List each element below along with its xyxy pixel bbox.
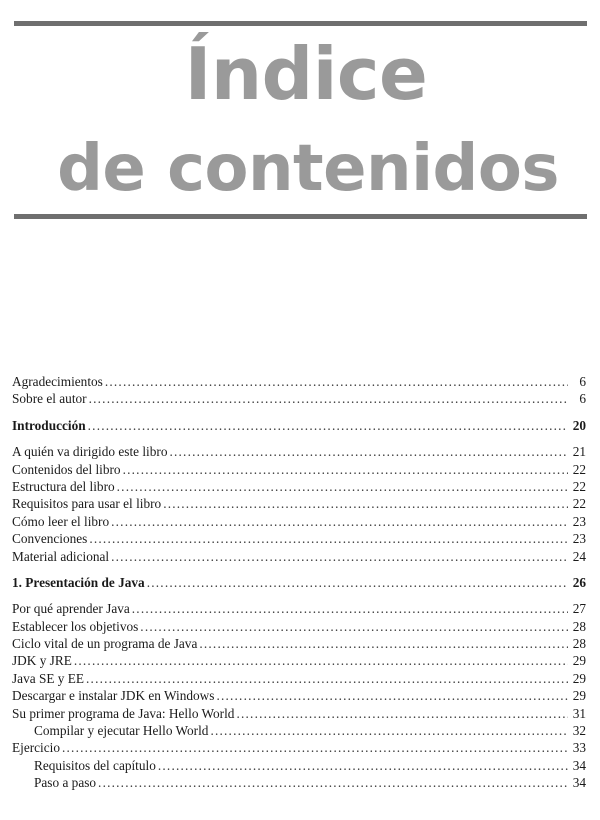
toc-entry-page-number: 24 [572, 548, 586, 564]
dot-leader [147, 574, 568, 591]
toc-entry[interactable] [12, 757, 586, 774]
toc-entry-page-number: 23 [572, 513, 586, 529]
page-title-line-1: Índice [184, 32, 428, 116]
toc-entry[interactable] [12, 739, 586, 756]
toc-entry[interactable] [12, 443, 586, 460]
toc-entry-page-number: 20 [572, 417, 586, 433]
toc-entry-page-number: 22 [572, 461, 586, 477]
bottom-rule [14, 214, 587, 219]
dot-leader [158, 757, 568, 774]
dot-leader [236, 705, 568, 722]
toc-entry-page-number: 34 [572, 775, 586, 791]
toc-entry-page-number: 29 [572, 688, 586, 704]
toc-entry-label: Introducción [12, 417, 86, 433]
dot-leader [169, 443, 568, 460]
dot-leader [111, 548, 568, 565]
dot-leader [117, 478, 568, 495]
toc-entry[interactable] [12, 513, 586, 530]
toc-entry[interactable] [12, 373, 586, 390]
toc-entry[interactable] [12, 548, 586, 565]
dot-leader [98, 774, 568, 791]
toc-entry-page-number: 6 [579, 391, 586, 407]
toc-entry-label: Establecer los objetivos [12, 618, 139, 634]
toc-entry-page-number: 28 [572, 618, 586, 634]
toc-entry-label: Descargar e instalar JDK en Windows [12, 688, 215, 704]
toc-entry-label: Requisitos para usar el libro [12, 496, 162, 512]
toc-entry-page-number: 21 [572, 444, 586, 460]
dot-leader [86, 670, 568, 687]
dot-leader [140, 618, 568, 635]
dot-leader [111, 513, 568, 530]
toc-entry[interactable] [12, 600, 586, 617]
dot-leader [62, 739, 568, 756]
toc-entry-label: Cómo leer el libro [12, 513, 110, 529]
toc-chapter-entry[interactable] [12, 574, 586, 591]
dot-leader [210, 722, 568, 739]
dot-leader [88, 417, 568, 434]
toc-entry[interactable] [12, 670, 586, 687]
page-title-line-2: de contenidos [57, 132, 559, 206]
toc-entry-label: Requisitos del capítulo [34, 757, 156, 773]
dot-leader [89, 390, 568, 407]
toc-entry-label: Agradecimientos [12, 374, 103, 389]
toc-entry-page-number: 22 [572, 496, 586, 512]
toc-entry[interactable] [12, 722, 586, 739]
toc-entry-label: Estructura del libro [12, 478, 115, 494]
top-rule [14, 21, 587, 26]
toc-entry[interactable] [12, 461, 586, 478]
toc-entry-label: Ejercicio [12, 740, 60, 756]
toc-entry-page-number: 23 [572, 531, 586, 547]
toc-entry-page-number: 29 [572, 653, 586, 669]
toc-entry-label: Java SE y EE [12, 670, 85, 686]
toc-entry-label: Ciclo vital de un programa de Java [12, 636, 198, 652]
toc-entry[interactable] [12, 774, 586, 791]
toc-entry-label: JDK y JRE [12, 653, 72, 669]
dot-leader [163, 495, 568, 512]
toc-entry-label: Sobre el autor [12, 391, 87, 407]
toc-entry[interactable] [12, 390, 586, 407]
toc-entry-page-number: 6 [579, 374, 586, 389]
toc-entry-page-number: 33 [572, 740, 586, 756]
toc-entry-label: Contenidos del libro [12, 461, 121, 477]
toc-entry[interactable] [12, 618, 586, 635]
dot-leader [199, 635, 568, 652]
dot-leader [74, 652, 568, 669]
toc-entry-page-number: 34 [572, 757, 586, 773]
dot-leader [123, 461, 568, 478]
toc-entry-label: Convenciones [12, 531, 88, 547]
table-of-contents [12, 373, 586, 792]
toc-entry[interactable] [12, 530, 586, 547]
toc-entry-page-number: 31 [572, 705, 586, 721]
toc-entry-label: Material adicional [12, 548, 110, 564]
toc-entry-page-number: 27 [572, 601, 586, 617]
toc-entry-page-number: 26 [572, 574, 586, 590]
dot-leader [89, 530, 568, 547]
toc-entry[interactable] [12, 687, 586, 704]
toc-entry-label: Por qué aprender Java [12, 601, 130, 617]
dot-leader [105, 373, 568, 390]
toc-entry-label: A quién va dirigido este libro [12, 444, 168, 460]
dot-leader [132, 600, 568, 617]
toc-entry[interactable] [12, 478, 586, 495]
toc-entry-page-number: 29 [572, 670, 586, 686]
toc-entry-page-number: 32 [572, 723, 586, 739]
toc-entry[interactable] [12, 652, 586, 669]
toc-entry[interactable] [12, 705, 586, 722]
toc-entry-page-number: 28 [572, 636, 586, 652]
toc-entry-label: Compilar y ejecutar Hello World [34, 723, 209, 739]
toc-entry-label: Paso a paso [34, 775, 97, 791]
toc-entry[interactable] [12, 495, 586, 512]
toc-chapter-entry[interactable] [12, 417, 586, 434]
toc-entry[interactable] [12, 635, 586, 652]
toc-entry-label: Su primer programa de Java: Hello World [12, 705, 235, 721]
toc-entry-page-number: 22 [572, 478, 586, 494]
toc-entry-label: 1. Presentación de Java [12, 574, 145, 590]
dot-leader [216, 687, 568, 704]
